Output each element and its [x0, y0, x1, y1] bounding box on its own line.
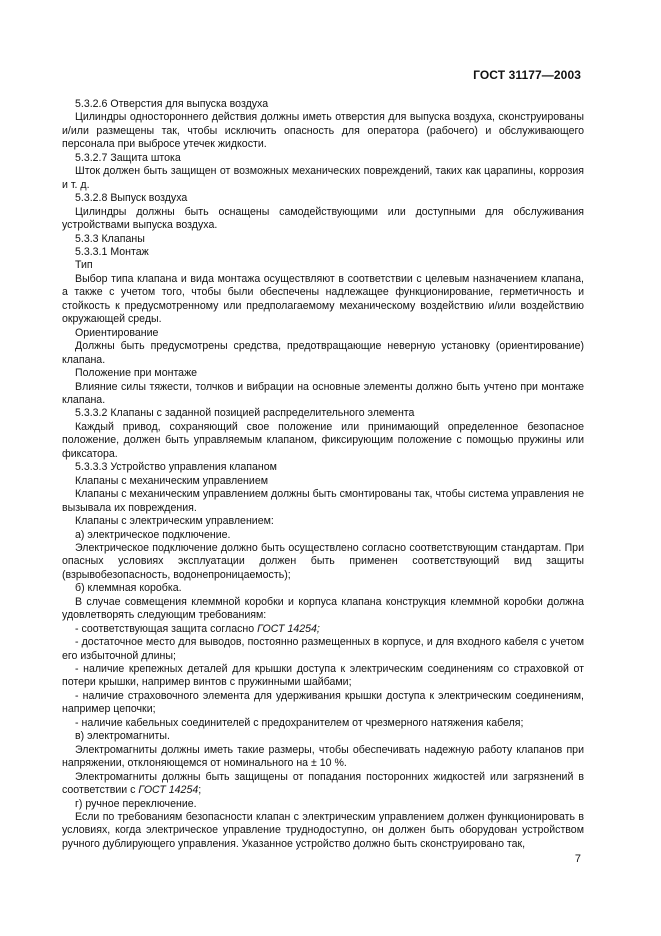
section-heading-5-3-2-7: 5.3.2.7 Защита штока [75, 151, 181, 164]
paragraph: В случае совмещения клеммной коробки и корпуса клапана конструкция клеммной коробки должна удовлетворять следующим требованиям: [62, 595, 584, 622]
list-item-b: б) клеммная коробка. [75, 582, 182, 595]
subheading-mounting-position: Положение при монтаже [75, 367, 198, 380]
paragraph: Влияние силы тяжести, толчков и вибрации на основные элементы должно быть учтено при монтаже клапана. [62, 380, 584, 406]
requirement-text: - соответствующая защита согласно [75, 622, 258, 635]
paragraph: Должны быть предусмотрены средства, предотвращающие неверную установку (ориентирование) клапана. [62, 340, 584, 366]
section-heading-5-3-3-2: 5.3.3.2 Клапаны с заданной позицией распределительного элемента [75, 407, 415, 420]
requirement-item: - наличие кабельных соединителей с предохранителем от чрезмерного натяжения кабеля; [75, 716, 524, 729]
requirement-item: - достаточное место для выводов, постоянно размещенных в корпусе, и для входного кабеля с учетом его избыточной длины; [62, 636, 584, 662]
subheading-electric-valves: Клапаны с электрическим управлением: [75, 515, 274, 528]
paragraph: Шток должен быть защищен от возможных механических повреждений, таких как царапины, коррозия и т. д. [62, 165, 584, 191]
section-heading-5-3-3-3: 5.3.3.3 Устройство управления клапаном [75, 461, 277, 474]
paragraph-text: Электромагниты должны быть защищены от попадания посторонних жидкостей или загрязнений в соответствии с [62, 770, 584, 797]
paragraph: Клапаны с механическим управлением должны быть смонтированы так, чтобы система управления не вызывала их повреждения. [62, 488, 584, 514]
requirement-item: - наличие крепежных деталей для крышки доступа к электрическим соединениям со страховкой от потери крышки, например винтов с пружинными шайбами; [62, 663, 584, 689]
requirement-item: - наличие страховочного элемента для удерживания крышки доступа к электрическим соединениям, например цепочки; [62, 689, 584, 716]
paragraph: Каждый привод, сохраняющий свое положение или принимающий определенное безопасное положение, должен быть управляемым клапаном, фиксирующим положение с помощью пружины или фиксатора. [62, 420, 584, 460]
paragraph: Цилиндры одностороннего действия должны иметь отверстия для выпуска воздуха, сконструированы и/или размещены так, чтобы исключить опасность для оператора (рабочего) и обслуживающего персонала при выбросе утечек жидкости. [62, 111, 584, 151]
list-item-v: в) электромагниты. [75, 730, 170, 743]
paragraph: Электромагниты должны иметь такие размеры, чтобы обеспечивать надежную работу клапанов при напряжении, отклоняющемся от номинального на ± 10 %. [62, 743, 584, 770]
requirement-item [62, 623, 584, 636]
section-heading-5-3-3: 5.3.3 Клапаны [75, 232, 145, 245]
subheading-mechanical-valves: Клапаны с механическим управлением [75, 474, 269, 487]
paragraph-text: ; [198, 784, 202, 797]
subheading-type: Тип [75, 259, 93, 272]
paragraph [62, 771, 584, 798]
section-heading-5-3-3-1: 5.3.3.1 Монтаж [75, 245, 149, 258]
standard-reference: ГОСТ 14254; [257, 622, 320, 635]
paragraph: Выбор типа клапана и вида монтажа осуществляют в соответствии с целевым назначением клапана, а также с учетом того, чтобы были обеспечены надлежащее функционирование, герметичность и стойкость к предусмотренному или предполагаемому механическому воздействию и/или воздействию окружающей среды. [62, 272, 584, 326]
section-heading-5-3-2-8: 5.3.2.8 Выпуск воздуха [75, 192, 188, 205]
page-number: 7 [574, 853, 581, 865]
list-item-a: а) электрическое подключение. [75, 528, 231, 541]
document-header-code: ГОСТ 31177—2003 [473, 68, 581, 82]
subheading-orientation: Ориентирование [75, 326, 159, 339]
paragraph: Цилиндры должны быть оснащены самодействующими или доступными для обслуживания устройствами выпуска воздуха. [62, 205, 584, 232]
list-item-g: г) ручное переключение. [75, 797, 197, 810]
standard-reference: ГОСТ 14254 [138, 784, 199, 797]
document-body [62, 98, 584, 851]
paragraph: Электрическое подключение должно быть осуществлено согласно соответствующим стандартам. При опасных условиях эксплуатации должен быть применен соответствующий вид защиты (взрывобезопасность, водонепроницаемость); [62, 541, 584, 581]
section-heading-5-3-2-6: 5.3.2.6 Отверстия для выпуска воздуха [75, 98, 269, 110]
paragraph: Если по требованиям безопасности клапан с электрическим управлением должен функционировать в условиях, когда электрическое управление труднодоступно, он должен быть оборудован устройством ручного дублирующего управления. Указанное устройство должно быть сконструировано так, [62, 811, 584, 850]
